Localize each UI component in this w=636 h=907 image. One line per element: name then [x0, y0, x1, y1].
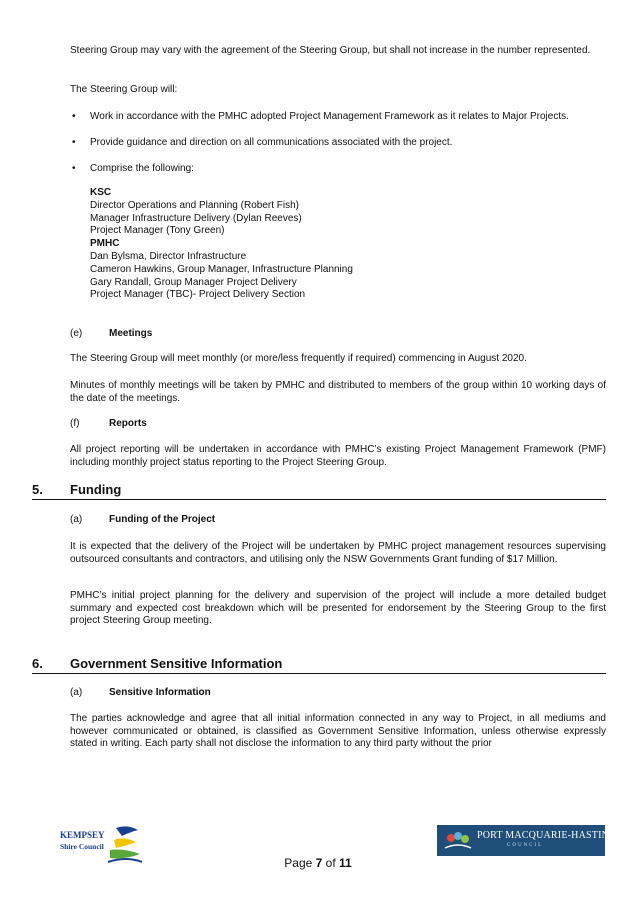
reports-paragraph: All project reporting will be undertaken in accordance with PMHC’s existing Project Management Framework (PMF) including monthly project status reporting to the Project Steering Group. [70, 444, 606, 468]
funding-paragraph: It is expected that the delivery of the Project will be undertaken by PMHC project management resources supervising outsourced consultants and contractors, and utilising only the NSW Governments Grant funding of $17 Million. [70, 541, 606, 565]
sensitive-info-paragraph: The parties acknowledge and agree that all initial information connected in any way to Project, in all mediums and however communicated or obtained, is classified as Government Sensitive Information, unless otherwise expressly stated in writing. Each party shall not disclose the information to any third party without the prior [70, 713, 606, 749]
page-current: 7 [315, 856, 323, 870]
bullet-icon: • [72, 163, 76, 174]
section-number: 5. [32, 482, 43, 497]
section-divider [32, 673, 606, 674]
member-org-heading: PMHC [90, 238, 120, 250]
logo-left-line2: Shire Council [60, 842, 104, 851]
member-entry: Director Operations and Planning (Robert Fish) [90, 199, 299, 211]
meetings-number: (e) [70, 328, 83, 339]
meetings-paragraph: The Steering Group will meet monthly (or more/less frequently if required) commencing in August 2020. [70, 353, 527, 364]
section-divider [32, 499, 606, 500]
section-number: 6. [32, 656, 43, 671]
member-entry: Manager Infrastructure Delivery (Dylan Reeves) [90, 212, 302, 224]
subsection-heading: Funding of the Project [109, 514, 216, 525]
member-entry: Dan Bylsma, Director Infrastructure [90, 251, 247, 262]
bullet-icon: • [72, 137, 76, 148]
logo-right-line2: COUNCIL [507, 843, 544, 848]
subsection-number: (a) [70, 514, 83, 525]
reports-heading: Reports [109, 418, 147, 429]
page-number [0, 856, 636, 870]
bullet-item: Comprise the following: [90, 163, 194, 174]
funding-paragraph: PMHC’s initial project planning for the delivery and supervision of the project will include a more detailed budget summary and expected cost breakdown which will be presented for endorsement by the Steering Group to the first project Steering Group meeting. [70, 590, 606, 626]
member-entry: Gary Randall, Group Manager Project Delivery [90, 276, 297, 288]
section-heading: Government Sensitive Information [70, 656, 283, 671]
reports-number: (f) [70, 418, 80, 429]
page-of: of [325, 856, 336, 870]
page-total: 11 [339, 856, 352, 870]
meetings-heading: Meetings [109, 328, 153, 339]
page-prefix: Page [284, 856, 313, 870]
bullet-icon: • [72, 111, 76, 122]
member-entry: Cameron Hawkins, Group Manager, Infrastructure Planning [90, 263, 353, 275]
member-org-heading: KSC [90, 187, 112, 198]
subsection-number: (a) [70, 687, 83, 698]
meetings-paragraph: Minutes of monthly meetings will be taken by PMHC and distributed to members of the group within 10 working days of the date of the meetings. [70, 380, 606, 404]
port-macquarie-hastings-logo [437, 825, 623, 856]
bullet-item: Work in accordance with the PMHC adopted Project Management Framework as it relates to Major Projects. [90, 111, 569, 122]
logo-left-line1: KEMPSEY [60, 830, 105, 840]
steering-will-text: The Steering Group will: [70, 84, 178, 95]
logo-right-line1: PORT MACQUARIE-HASTINGS [477, 830, 623, 841]
section-heading: Funding [70, 482, 122, 497]
member-entry: Project Manager (TBC)- Project Delivery Section [90, 289, 306, 301]
pmhc-emblem-icon [443, 829, 473, 853]
member-entry: Project Manager (Tony Green) [90, 225, 225, 237]
intro-continuation: Steering Group may vary with the agreement of the Steering Group, but shall not increase in the number represented. [70, 45, 591, 56]
bullet-item: Provide guidance and direction on all communications associated with the project. [90, 137, 453, 148]
subsection-heading: Sensitive Information [109, 687, 211, 698]
